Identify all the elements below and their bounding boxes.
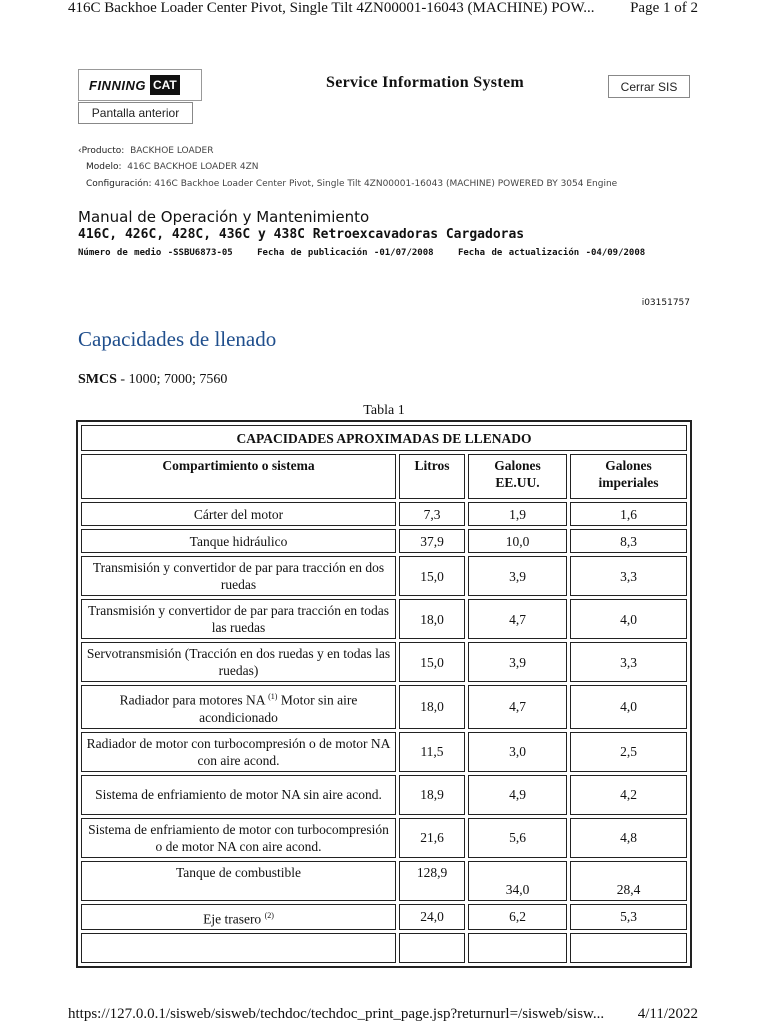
update-date: Fecha de actualización -04/09/2008	[457, 248, 646, 258]
cell-us-gallons: 4,9	[468, 775, 567, 815]
table-row	[81, 732, 687, 772]
header-compartment: Compartimiento o sistema	[81, 454, 396, 499]
sis-title: Service Information System	[326, 74, 524, 91]
cell-compartment: Radiador de motor con turbocompresión o de motor NA con aire acond.	[81, 732, 396, 772]
cell-compartment	[81, 904, 396, 931]
fill-capacities-table	[76, 420, 692, 968]
table-title: CAPACIDADES APROXIMADAS DE LLENADO	[81, 425, 687, 451]
cell-liters: 128,9	[399, 861, 465, 901]
modelo-value: 416C BACKHOE LOADER 4ZN	[127, 162, 259, 172]
config-value: 416C Backhoe Loader Center Pivot, Single Tilt 4ZN00001-16043 (MACHINE) POWERED BY 3054 Engine	[154, 179, 618, 189]
cell-us-gallons: 10,0	[468, 529, 567, 553]
cell-imperial-gallons: 3,3	[570, 642, 687, 682]
print-header	[0, 0, 768, 24]
cell-us-gallons: 34,0	[468, 861, 567, 901]
cell-us-gallons: 3,9	[468, 642, 567, 682]
smcs-line	[78, 372, 227, 388]
header-liters: Litros	[399, 454, 465, 499]
cell-imperial-gallons: 4,2	[570, 775, 687, 815]
cell-us-gallons: 6,2	[468, 904, 567, 931]
cell-liters: 18,0	[399, 599, 465, 639]
meta-modelo	[86, 162, 259, 172]
header-us-gallons: Galones EE.UU.	[468, 454, 567, 499]
cell-imperial-gallons: 8,3	[570, 529, 687, 553]
cell-liters: 18,0	[399, 685, 465, 729]
footnote-2: (2)	[264, 910, 274, 920]
media-number: Número de medio -SSBU6873-05	[78, 248, 233, 258]
cell-imperial-gallons: 2,5	[570, 732, 687, 772]
config-label: Configuración:	[86, 179, 152, 189]
print-footer-url: https://127.0.0.1/sisweb/sisweb/techdoc/techdoc_print_page.jsp?returnurl=/sisweb/sisw...	[68, 1006, 605, 1022]
manual-dates	[78, 248, 663, 258]
cell-empty	[399, 933, 465, 963]
table-row	[81, 556, 687, 596]
cell-empty	[468, 933, 567, 963]
close-sis-button[interactable]: Cerrar SIS	[608, 75, 690, 98]
cell-us-gallons: 3,0	[468, 732, 567, 772]
cell-imperial-gallons: 28,4	[570, 861, 687, 901]
cell-liters: 18,9	[399, 775, 465, 815]
table-row	[81, 904, 687, 931]
cell-compartment: Servotransmisión (Tracción en dos ruedas y en todas las ruedas)	[81, 642, 396, 682]
print-header-page: Page 1 of 2	[630, 0, 698, 16]
header-imperial-gallons: Galones imperiales	[570, 454, 687, 499]
cell-empty	[81, 933, 396, 963]
manual-title: Manual de Operación y Mantenimiento	[78, 208, 370, 226]
cat-logo-icon: CAT	[150, 75, 180, 95]
table-row	[81, 818, 687, 858]
cell-compartment: Tanque hidráulico	[81, 529, 396, 553]
radiator-na-tail: Motor sin aire acondicionado	[199, 692, 358, 725]
cell-us-gallons: 4,7	[468, 685, 567, 729]
cell-compartment: Transmisión y convertidor de par para tracción en todas las ruedas	[81, 599, 396, 639]
cell-us-gallons: 1,9	[468, 502, 567, 526]
document-id: i03151757	[641, 298, 690, 308]
table-row-partial	[81, 933, 687, 963]
radiator-na-text: Radiador para motores NA	[119, 692, 265, 708]
rear-axle-text: Eje trasero	[203, 911, 262, 926]
producto-label: Producto:	[81, 146, 125, 156]
finning-cat-logo	[78, 69, 202, 101]
producto-value: BACKHOE LOADER	[130, 146, 214, 156]
cell-liters: 21,6	[399, 818, 465, 858]
cell-us-gallons: 4,7	[468, 599, 567, 639]
cell-compartment: Transmisión y convertidor de par para tracción en dos ruedas	[81, 556, 396, 596]
print-footer-date: 4/11/2022	[637, 1006, 698, 1022]
footnote-1: (1)	[268, 692, 278, 701]
table-row	[81, 861, 687, 901]
cell-compartment: Sistema de enfriamiento de motor NA sin aire acond.	[81, 775, 396, 815]
table-row	[81, 685, 687, 729]
cell-liters: 15,0	[399, 556, 465, 596]
cell-imperial-gallons: 3,3	[570, 556, 687, 596]
cell-imperial-gallons: 4,0	[570, 599, 687, 639]
manual-models: 416C, 426C, 428C, 436C y 438C Retroexcavadoras Cargadoras	[78, 227, 525, 242]
modelo-label: Modelo:	[86, 162, 122, 172]
back-arrow-icon[interactable]: ‹	[78, 146, 82, 156]
cell-us-gallons: 5,6	[468, 818, 567, 858]
cell-imperial-gallons: 4,0	[570, 685, 687, 729]
cell-us-gallons: 3,9	[468, 556, 567, 596]
smcs-label: SMCS	[78, 372, 117, 387]
smcs-value: - 1000; 7000; 7560	[116, 372, 228, 387]
table-row	[81, 599, 687, 639]
section-title: Capacidades de llenado	[78, 327, 277, 351]
table-row	[81, 529, 687, 553]
cell-compartment: Tanque de combustible	[81, 861, 396, 901]
cell-imperial-gallons: 1,6	[570, 502, 687, 526]
cell-liters: 7,3	[399, 502, 465, 526]
cell-liters: 24,0	[399, 904, 465, 931]
cell-compartment	[81, 685, 396, 729]
cell-liters: 37,9	[399, 529, 465, 553]
cell-imperial-gallons: 4,8	[570, 818, 687, 858]
table-row	[81, 502, 687, 526]
table-row	[81, 642, 687, 682]
meta-producto	[78, 146, 213, 156]
table-header-row	[81, 454, 687, 499]
cell-liters: 11,5	[399, 732, 465, 772]
publication-date: Fecha de publicación -01/07/2008	[257, 248, 434, 258]
table-row	[81, 775, 687, 815]
print-footer	[0, 1006, 768, 1024]
meta-configuracion	[86, 179, 617, 189]
print-header-title: 416C Backhoe Loader Center Pivot, Single Tilt 4ZN00001-16043 (MACHINE) POW...	[68, 0, 595, 16]
table-caption: Tabla 1	[363, 403, 405, 418]
previous-screen-button[interactable]: Pantalla anterior	[78, 102, 193, 124]
cell-compartment: Cárter del motor	[81, 502, 396, 526]
finning-wordmark: FINNING	[89, 77, 146, 93]
cell-liters: 15,0	[399, 642, 465, 682]
cell-imperial-gallons: 5,3	[570, 904, 687, 931]
cell-empty	[570, 933, 687, 963]
cell-compartment: Sistema de enfriamiento de motor con turbocompresión o de motor NA con aire acond.	[81, 818, 396, 858]
